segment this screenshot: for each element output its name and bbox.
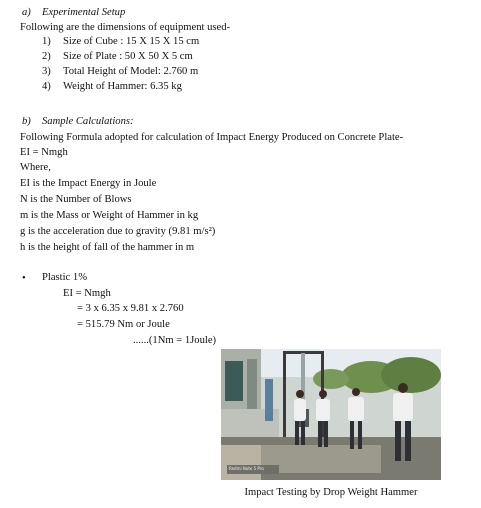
list-item-number: 3) bbox=[42, 66, 51, 77]
setup-heading: Experimental Setup bbox=[42, 7, 126, 18]
list-item-number: 4) bbox=[42, 81, 51, 92]
definition: N is the Number of Blows bbox=[20, 194, 132, 205]
calc-heading: Sample Calculations: bbox=[42, 116, 134, 127]
calc-intro: Following Formula adopted for calculation of Impact Energy Produced on Concrete Plate- bbox=[20, 132, 404, 143]
example-result: = 515.79 Nm or Joule bbox=[77, 319, 170, 330]
list-item: Weight of Hammer: 6.35 kg bbox=[63, 81, 182, 92]
where-label: Where, bbox=[20, 162, 51, 173]
camera-stamp: Redmi Note 5 Pro bbox=[229, 466, 264, 471]
impact-test-photo bbox=[221, 349, 441, 480]
setup-intro: Following are the dimensions of equipment used- bbox=[20, 22, 231, 33]
formula: EI = Nmgh bbox=[20, 147, 68, 158]
unit-note: ......(1Nm = 1Joule) bbox=[133, 335, 217, 346]
example-label: Plastic 1% bbox=[42, 272, 88, 283]
calc-heading-letter: b) bbox=[22, 116, 31, 127]
bullet-icon: • bbox=[22, 273, 26, 284]
example-step: = 3 x 6.35 x 9.81 x 2.760 bbox=[77, 303, 184, 314]
figure-caption: Impact Testing by Drop Weight Hammer bbox=[244, 487, 418, 498]
list-item-number: 1) bbox=[42, 36, 51, 47]
list-item: Total Height of Model: 2.760 m bbox=[63, 66, 199, 77]
example-formula: EI = Nmgh bbox=[63, 288, 111, 299]
list-item: Size of Cube : 15 X 15 X 15 cm bbox=[63, 36, 200, 47]
list-item: Size of Plate : 50 X 50 X 5 cm bbox=[63, 51, 193, 62]
definition: h is the height of fall of the hammer in m bbox=[20, 242, 195, 253]
definition: EI is the Impact Energy in Joule bbox=[20, 178, 157, 189]
photo-illustration bbox=[221, 349, 441, 480]
setup-heading-letter: a) bbox=[22, 7, 31, 18]
definition: m is the Mass or Weight of Hammer in kg bbox=[20, 210, 199, 221]
definition: g is the acceleration due to gravity (9.81 m/s²) bbox=[20, 226, 216, 237]
list-item-number: 2) bbox=[42, 51, 51, 62]
